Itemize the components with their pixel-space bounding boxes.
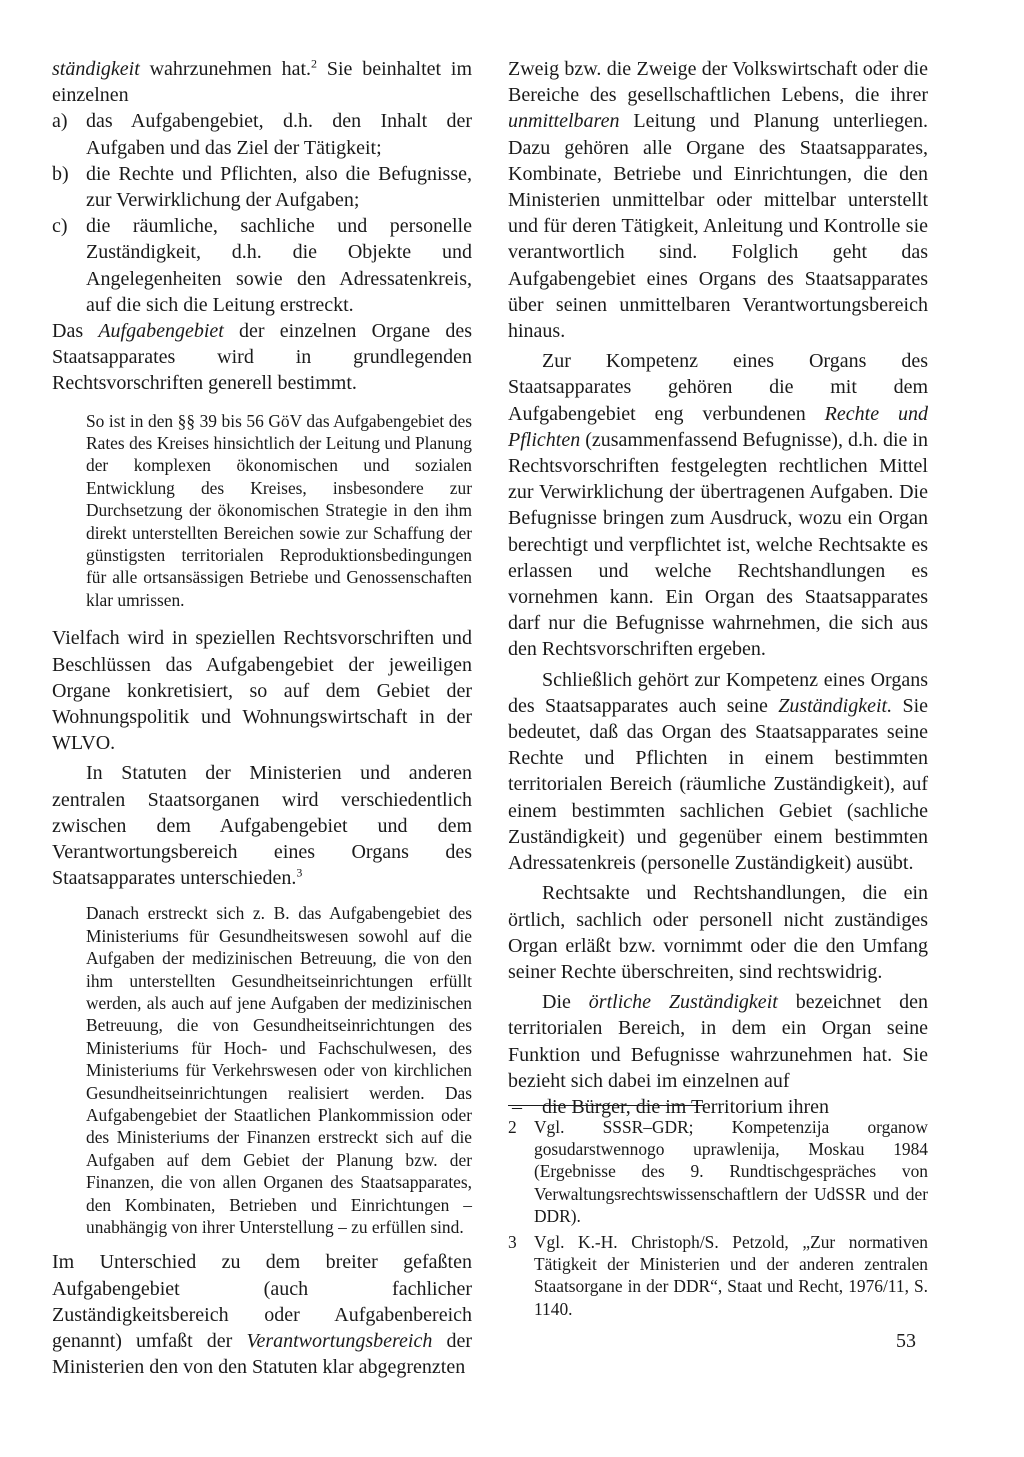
paragraph: Rechtsakte und Rechtshandlungen, die ein örtlich, sachlich oder personell nicht zuständiges Organ erläßt bzw. vornimmt oder die den Umfang seiner Rechte überschreiten, sind rechtswidrig. bbox=[508, 882, 928, 983]
footnote-divider bbox=[508, 1105, 704, 1106]
paragraph: Das Aufgabengebiet der einzelnen Organe des Staatsapparates wird in grundlegenden Rechtsvorschriften generell bestimmt. bbox=[52, 320, 472, 395]
paragraph: Schließlich gehört zur Kompetenz eines Organs des Staatsapparates auch seine Zuständigkeit. Sie bedeutet, daß das Organ des Staatsapparates seine Rechte und Pflichten in einem bestimmten territorialen Bereich (räumliche Zuständigkeit), auf einem bestimmten sachlichen Gebiet (sachliche Zuständigkeit) und gegenüber einem bestimmten Adressatenkreis (personelle Zuständigkeit) ausübt. bbox=[508, 668, 929, 875]
footnote: 2 Vgl. SSSR–GDR; Kompetenzija organow gosudarstwennogo uprawlenija, Moskau 1984 (Ergebnisse des 9. Rundtischgespräches von Verwaltungsrechtswissenschaftlern der UdSSR und der DDR). bbox=[508, 1117, 928, 1226]
footnote-ref-3: 3 bbox=[296, 865, 303, 880]
paragraph: Zur Kompetenz eines Organs des Staatsapparates gehören die mit dem Aufgabengebiet eng verbundenen Rechte und Pflichten (zusammenfassend Befugnisse), d.h. die in Rechtsvorschriften festgelegten rechtlichen Mittel zur Verwirklichung der übertragenen Aufgaben. Die Befugnisse bringen zum Ausdruck, wozu ein Organ berechtigt und verpflichtet ist, welche Rechtsakte es erlassen und welche Rechtshandlungen es vornehmen kann. Ein Organ des Staatsapparates darf nur die Befugnisse wahrnehmen, die sich aus den Rechtsvorschriften ergeben. bbox=[508, 350, 928, 661]
right-column bbox=[508, 56, 928, 1120]
paragraph: Zweig bzw. die Zweige der Volkswirtschaft oder die Bereiche des gesellschaftlichen Lebens, die ihrer unmittelbaren Leitung und Planung unterliegen. Dazu gehören alle Organe des Staatsapparates, Kombinate, Betriebe und Einrichtungen, die den Ministerien unmittelbar oder mittelbar unterstellt und für deren Tätigkeit, Anleitung und Kontrolle sie verantwortlich sind. Folglich geht das Aufgabengebiet eines Organs des Staatsapparates über seinen unmittelbaren Verantwortungsbereich hinaus. bbox=[508, 58, 928, 343]
paragraph: Vielfach wird in speziellen Rechtsvorschriften und Beschlüssen das Aufgabengebiet der jeweiligen Organe konkretisiert, so auf dem Gebiet der Wohnungspolitik und Wohnungswirtschaft in der WLVO. bbox=[52, 627, 472, 755]
footnote-ref-2: 2 bbox=[311, 56, 318, 71]
list-item: c) die räumliche, sachliche und personelle Zuständigkeit, d.h. die Objekte und Angelegenheiten sowie den Adressatenkreis, auf die sich die Leitung erstreckt. bbox=[52, 215, 472, 316]
competence-list bbox=[52, 108, 472, 318]
example-note: So ist in den §§ 39 bis 56 GöV das Aufgabengebiet des Rates des Kreises hinsichtlich der Leitung und Planung der komplexen ökonomischen und sozialen Entwicklung des Kreises, insbesondere zur Durchsetzung der ökonomischen Strategie in den ihm direkt unterstellten Bereichen sowie zur Schaffung der günstigsten territorialen Reproduktionsbedingungen für alle ortsansässigen Betriebe und Genossenschaften klar umrissen. bbox=[86, 410, 472, 610]
list-item: – die Bürger, die im Territorium ihren bbox=[512, 1095, 829, 1118]
list-item: b) die Rechte und Pflichten, also die Befugnisse, zur Verwirklichung der Aufgaben; bbox=[52, 162, 472, 212]
example-note: Danach erstreckt sich z. B. das Aufgabengebiet des Ministeriums für Gesundheitswesen sowohl auf die Aufgaben der medizinischen Betreuung, die von den ihm unterstellten Gesundheitseinrichtungen erfüllt werden, als auch auf jene Aufgaben der medizinischen Betreuung, die von Gesundheitseinrichtungen des Ministeriums für Hoch- und Fachschulwesen, des Ministeriums für Verkehrswesen oder von kirchlichen Gesundheitseinrichtungen realisiert werden. Das Aufgabengebiet der Staatlichen Plankommission oder des Ministeriums der Finanzen erstreckt sich auf die Aufgaben auf dem Gebiet der Planung bzw. der Finanzen, die von allen Organen des Staatsapparates, den Kombinaten, Betrieben und Einrichtungen – unabhängig von ihrer Unterstellung – zu erfüllen sind. bbox=[86, 903, 472, 1238]
paragraph: In Statuten der Ministerien und anderen zentralen Staatsorganen wird verschiedentlich zwischen dem Aufgabengebiet und dem Verantwortungsbereich eines Organs des Staatsapparates unterschieden.$^3$ bbox=[52, 762, 472, 890]
left-column bbox=[52, 56, 472, 1380]
paragraph: Die örtliche Zuständigkeit bezeichnet den territorialen Bereich, in dem ein Organ seine Funktion und Befugnisse wahrzunehmen hat. Sie bezieht sich dabei im einzelnen auf bbox=[508, 991, 929, 1092]
page-number: 53 bbox=[896, 1330, 916, 1352]
list-item: a) das Aufgabengebiet, d.h. den Inhalt der Aufgaben und das Ziel der Tätigkeit; bbox=[52, 110, 472, 159]
intro-paragraph: ständigkeit wahrzunehmen hat.$^2$ Sie beinhaltet im einzelnen bbox=[52, 56, 472, 107]
footnotes bbox=[508, 1116, 928, 1324]
footnote: 3 Vgl. K.-H. Christoph/S. Petzold, „Zur normativen Tätigkeit der Ministerien und der anderen zentralen Staatsorgane in der DDR“, Staat und Recht, 1976/11, S. 1140. bbox=[508, 1232, 928, 1319]
paragraph: Im Unterschied zu dem breiter gefaßten Aufgabengebiet (auch fachlicher Zuständigkeitsbereich oder Aufgabenbereich genannt) umfaßt der Verantwortungsbereich der Ministerien den von den Statuten klar abgegrenzten bbox=[52, 1251, 472, 1379]
